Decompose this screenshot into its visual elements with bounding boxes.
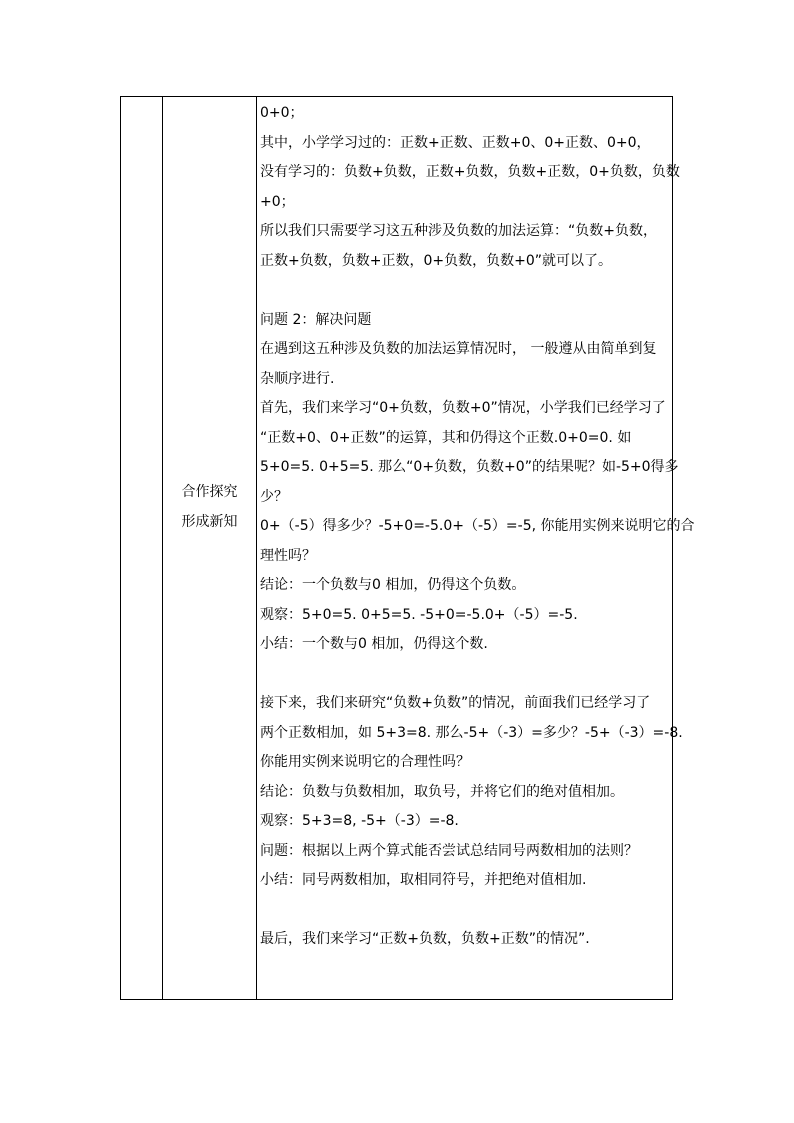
text-line: 没有学习的：负数+负数，正数+负数，负数+正数，0+负数，负数 — [260, 164, 680, 180]
column-divider — [256, 97, 257, 999]
lesson-table — [120, 96, 695, 1000]
text-line: 观察：5+0=5. 0+5=5. -5+0=-5.0+（-5）=-5. — [260, 606, 578, 623]
text-line: 其中，小学学习过的：正数+正数、正数+0、0+正数、0+0， — [260, 134, 651, 151]
text-line: 所以我们只需要学习这五种涉及负数的加法运算：“负数+负数， — [260, 223, 657, 239]
text-line: +0； — [260, 193, 295, 210]
text-line: 问题：根据以上两个算式能否尝试总结同号两数相加的法则？ — [260, 842, 638, 859]
text-line: 首先，我们来学习“0+负数，负数+0”情况，小学我们已经学习了 — [260, 400, 666, 416]
section-label — [163, 477, 256, 537]
text-line: 观察：5+3=8, -5+（-3）=-8. — [260, 813, 459, 829]
blank-line — [260, 276, 674, 306]
blank-line — [260, 896, 674, 926]
text-line: 理性吗？ — [260, 547, 316, 564]
text-line: 在遇到这五种涉及负数的加法运算情况时， 一般遵从由简单到复 — [260, 341, 657, 357]
text-line: 杂顺序进行. — [260, 370, 335, 387]
text-line: 0+（-5）得多少？-5+0=-5.0+（-5）=-5, 你能用实例来说明它的合 — [260, 518, 695, 534]
text-line: 结论：一个负数与0 相加，仍得这个负数。 — [260, 577, 526, 593]
text-line: 你能用实例来说明它的合理性吗？ — [260, 754, 470, 770]
lesson-content — [260, 99, 695, 955]
text-line: 5+0=5. 0+5=5. 那么“0+负数，负数+0”的结果呢？如-5+0得多 — [260, 459, 679, 475]
text-line: 最后，我们来学习“正数+负数，负数+正数”的情况”. — [260, 931, 590, 947]
text-line: 小结：同号两数相加，取相同符号，并把绝对值相加. — [260, 872, 587, 888]
text-line: 问题 2：解决问题 — [260, 311, 372, 328]
text-line: 少？ — [260, 488, 288, 505]
section-label-line: 形成新知 — [181, 514, 238, 530]
text-line: 0+0； — [260, 105, 304, 121]
column-divider — [162, 97, 163, 999]
text-line: 小结：一个数与0 相加，仍得这个数. — [260, 636, 488, 652]
text-line: “正数+0、0+正数”的运算，其和仍得这个正数.0+0=0. 如 — [260, 429, 632, 446]
section-label-line: 合作探究 — [181, 484, 238, 500]
text-line: 正数+负数，负数+正数，0+负数，负数+0”就可以了。 — [260, 252, 612, 269]
text-line: 两个正数相加，如 5+3=8. 那么-5+（-3）=多少？-5+（-3）=-8. — [260, 724, 683, 741]
blank-line — [260, 660, 674, 690]
text-line: 接下来，我们来研究“负数+负数”的情况，前面我们已经学习了 — [260, 695, 651, 711]
text-line: 结论：负数与负数相加，取负号，并将它们的绝对值相加。 — [260, 783, 624, 800]
